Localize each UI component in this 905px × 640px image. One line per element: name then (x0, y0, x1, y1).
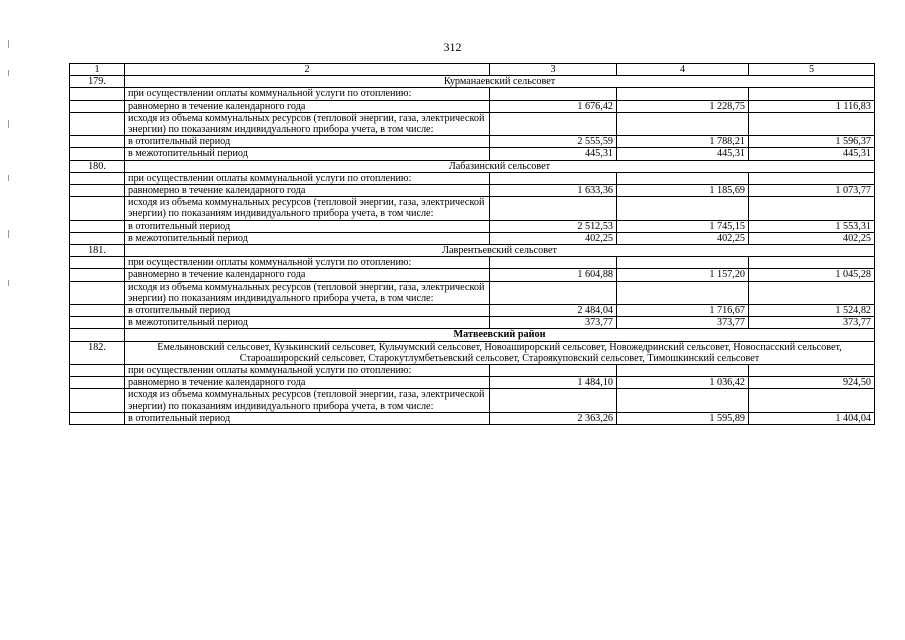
value-col-4: 1 716,67 (617, 305, 749, 317)
row-label: при осуществлении оплаты коммунальной услуги по отоплению: (125, 365, 490, 377)
row-label: равномерно в течение календарного года (125, 377, 490, 389)
value-cell (617, 365, 749, 377)
section-title: Курманаевский сельсовет (125, 76, 875, 88)
value-col-3: 373,77 (490, 317, 617, 329)
row-number: 181. (70, 245, 125, 257)
row-label: в отопительный период (125, 412, 490, 424)
value-cell (617, 197, 749, 220)
value-col-5: 445,31 (749, 148, 875, 160)
value-cell (749, 112, 875, 135)
row-number (70, 148, 125, 160)
value-col-5: 1 116,83 (749, 100, 875, 112)
value-cell (490, 365, 617, 377)
table-row (70, 317, 875, 329)
row-number (70, 305, 125, 317)
header-cell: 5 (749, 64, 875, 76)
group-title: Емельяновский сельсовет, Кузькинский сельсовет, Кульчумский сельсовет, Новоаширорский сельсовет, Новожедринский сельсовет, Новоспасский сельсовет, Староаширорский сельсовет, Старокутлумбетьевский сельсовет, Староякуповский сельсовет, Тимошкинский сельсовет (125, 341, 875, 364)
value-cell (749, 257, 875, 269)
row-number (70, 269, 125, 281)
value-cell (617, 257, 749, 269)
header-cell: 2 (125, 64, 490, 76)
value-col-5: 1 524,82 (749, 305, 875, 317)
row-label: в отопительный период (125, 305, 490, 317)
row-label: в отопительный период (125, 220, 490, 232)
value-col-5: 1 553,31 (749, 220, 875, 232)
tariff-table (69, 63, 875, 425)
row-label: в межотопительный период (125, 317, 490, 329)
table-row (70, 389, 875, 412)
value-cell (490, 172, 617, 184)
row-label: исходя из объема коммунальных ресурсов (тепловой энергии, газа, электрической энергии) по показаниям индивидуального прибора учета, в том числе: (125, 197, 490, 220)
value-cell (749, 365, 875, 377)
value-cell (749, 172, 875, 184)
table-row (70, 232, 875, 244)
value-col-3: 1 633,36 (490, 185, 617, 197)
row-number (70, 185, 125, 197)
table-row (70, 172, 875, 184)
value-col-5: 373,77 (749, 317, 875, 329)
row-number (70, 257, 125, 269)
value-cell (749, 389, 875, 412)
row-label: при осуществлении оплаты коммунальной услуги по отоплению: (125, 88, 490, 100)
table-header-row (70, 64, 875, 76)
row-number (70, 329, 125, 341)
value-cell (490, 389, 617, 412)
value-cell (490, 257, 617, 269)
row-number (70, 365, 125, 377)
value-col-5: 924,50 (749, 377, 875, 389)
header-cell: 4 (617, 64, 749, 76)
value-cell (749, 281, 875, 304)
row-label: равномерно в течение календарного года (125, 185, 490, 197)
value-cell (617, 172, 749, 184)
value-col-3: 2 555,59 (490, 136, 617, 148)
row-label: при осуществлении оплаты коммунальной услуги по отоплению: (125, 257, 490, 269)
row-number (70, 389, 125, 412)
value-col-3: 1 484,10 (490, 377, 617, 389)
value-col-5: 1 596,37 (749, 136, 875, 148)
value-col-4: 1 185,69 (617, 185, 749, 197)
value-col-5: 1 045,28 (749, 269, 875, 281)
section-title: Лабазинский сельсовет (125, 160, 875, 172)
table-row (70, 281, 875, 304)
value-col-4: 1 228,75 (617, 100, 749, 112)
table-row (70, 88, 875, 100)
row-label: в отопительный период (125, 136, 490, 148)
value-cell (490, 281, 617, 304)
row-label: в межотопительный период (125, 232, 490, 244)
table-row (70, 329, 875, 341)
table-row (70, 112, 875, 135)
table-row (70, 257, 875, 269)
value-col-3: 2 512,53 (490, 220, 617, 232)
row-label: в межотопительный период (125, 148, 490, 160)
value-cell (490, 197, 617, 220)
table-row (70, 305, 875, 317)
row-label: исходя из объема коммунальных ресурсов (тепловой энергии, газа, электрической энергии) по показаниям индивидуального прибора учета, в том числе: (125, 389, 490, 412)
section-title: Лаврентьевский сельсовет (125, 245, 875, 257)
header-cell: 3 (490, 64, 617, 76)
table-row (70, 76, 875, 88)
table-row (70, 245, 875, 257)
value-cell (617, 389, 749, 412)
row-number: 179. (70, 76, 125, 88)
row-number (70, 112, 125, 135)
row-number (70, 317, 125, 329)
value-col-5: 1 404,04 (749, 412, 875, 424)
table-row (70, 412, 875, 424)
row-label: равномерно в течение календарного года (125, 100, 490, 112)
value-cell (617, 112, 749, 135)
value-col-4: 1 157,20 (617, 269, 749, 281)
row-number (70, 281, 125, 304)
value-col-4: 402,25 (617, 232, 749, 244)
row-number (70, 100, 125, 112)
table-row (70, 269, 875, 281)
value-col-4: 1 745,15 (617, 220, 749, 232)
row-label: при осуществлении оплаты коммунальной услуги по отоплению: (125, 172, 490, 184)
value-cell (490, 112, 617, 135)
value-col-3: 2 363,26 (490, 412, 617, 424)
value-col-4: 1 595,89 (617, 412, 749, 424)
table-row (70, 365, 875, 377)
table-row (70, 220, 875, 232)
row-number: 180. (70, 160, 125, 172)
header-cell: 1 (70, 64, 125, 76)
table-row (70, 100, 875, 112)
row-number (70, 232, 125, 244)
table-row (70, 148, 875, 160)
value-col-4: 373,77 (617, 317, 749, 329)
value-col-4: 1 036,42 (617, 377, 749, 389)
row-label: исходя из объема коммунальных ресурсов (тепловой энергии, газа, электрической энергии) по показаниям индивидуального прибора учета, в том числе: (125, 112, 490, 135)
value-col-3: 402,25 (490, 232, 617, 244)
table-row (70, 341, 875, 364)
value-col-3: 1 676,42 (490, 100, 617, 112)
row-number (70, 197, 125, 220)
row-number (70, 377, 125, 389)
page-number: 312 (443, 40, 462, 54)
value-col-5: 1 073,77 (749, 185, 875, 197)
value-col-3: 445,31 (490, 148, 617, 160)
row-number (70, 172, 125, 184)
value-cell (749, 88, 875, 100)
district-title: Матвеевский район (125, 329, 875, 341)
value-col-3: 2 484,04 (490, 305, 617, 317)
row-number (70, 88, 125, 100)
value-cell (490, 88, 617, 100)
row-number (70, 136, 125, 148)
row-label: исходя из объема коммунальных ресурсов (тепловой энергии, газа, электрической энергии) по показаниям индивидуального прибора учета, в том числе: (125, 281, 490, 304)
value-cell (749, 197, 875, 220)
table-row (70, 160, 875, 172)
value-col-5: 402,25 (749, 232, 875, 244)
row-number (70, 220, 125, 232)
margin-marks (8, 30, 12, 330)
row-number (70, 412, 125, 424)
value-col-4: 445,31 (617, 148, 749, 160)
value-col-3: 1 604,88 (490, 269, 617, 281)
table-row (70, 185, 875, 197)
value-col-4: 1 788,21 (617, 136, 749, 148)
table-row (70, 377, 875, 389)
value-cell (617, 88, 749, 100)
row-label: равномерно в течение календарного года (125, 269, 490, 281)
table-row (70, 136, 875, 148)
table-row (70, 197, 875, 220)
value-cell (617, 281, 749, 304)
row-number: 182. (70, 341, 125, 364)
